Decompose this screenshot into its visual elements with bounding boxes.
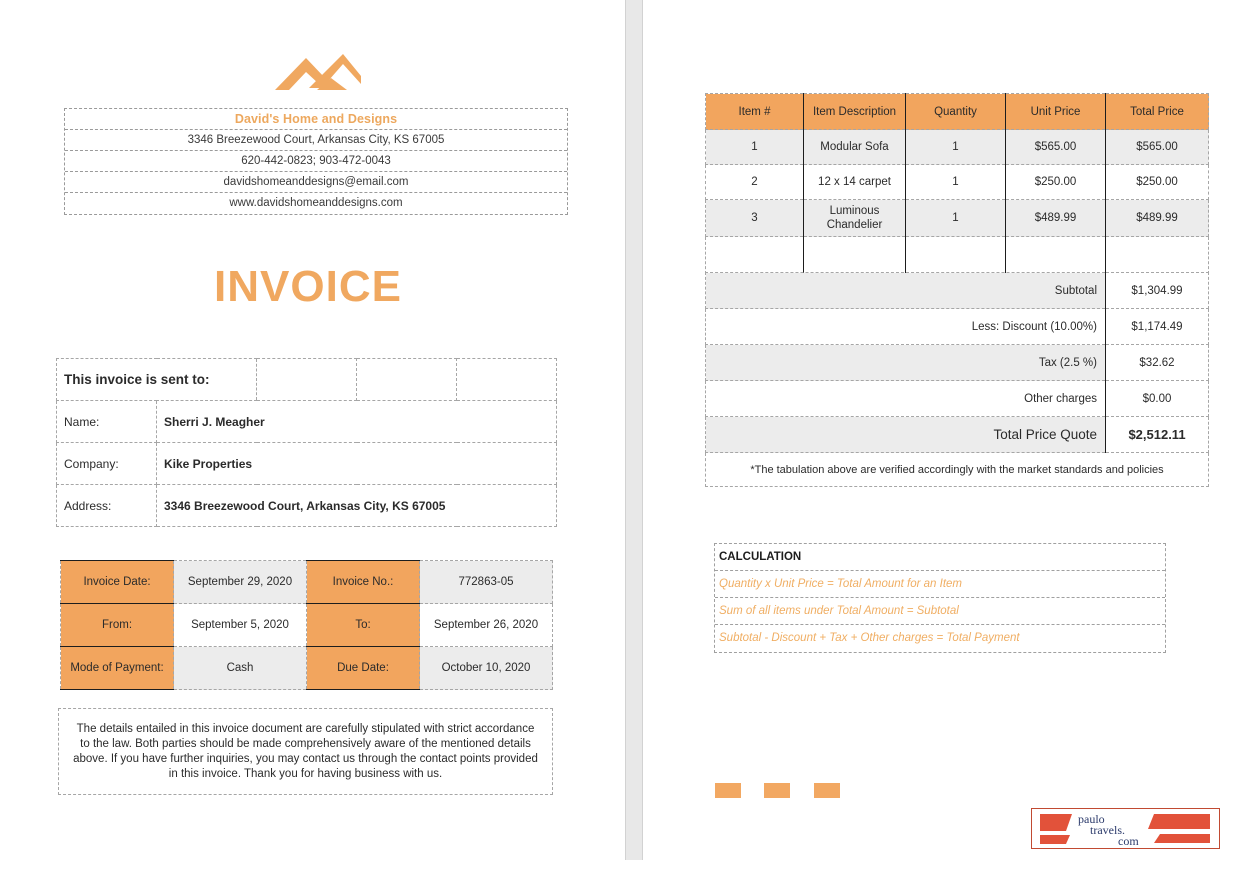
period-to-label: To:: [307, 604, 420, 647]
column-header-quantity: Quantity: [906, 94, 1006, 130]
svg-text:com: com: [1118, 834, 1139, 848]
item-unit-price: $565.00: [1006, 130, 1106, 165]
discount-value: $1,174.49: [1106, 309, 1209, 345]
terms-paragraph: The details entailed in this invoice document are carefully stipulated with strict accordance to the law. Both parties should be made comprehensively aware of the mentioned details above. If you have further inquiries, you may contact us through the contact points provided in this invoice. Thank you for having business with us.: [58, 708, 553, 795]
company-phone: 620-442-0823; 903-472-0043: [65, 151, 567, 172]
color-swatch-1: [715, 783, 741, 798]
item-total-price: $250.00: [1106, 165, 1209, 200]
line-items-table: [705, 93, 1209, 275]
table-row: [706, 453, 1209, 487]
subtotal-label: Subtotal: [706, 273, 1106, 309]
period-from-label: From:: [61, 604, 174, 647]
column-header-unit-price: Unit Price: [1006, 94, 1106, 130]
totals-footnote: *The tabulation above are verified accordingly with the market standards and policies: [706, 453, 1209, 487]
subtotal-value: $1,304.99: [1106, 273, 1209, 309]
calculation-formula-1: Quantity x Unit Price = Total Amount for an Item: [715, 571, 1165, 598]
calculation-formula-3: Subtotal - Discount + Tax + Other charges = Total Payment: [719, 632, 1020, 644]
due-date-value: October 10, 2020: [420, 647, 553, 690]
payment-mode-value: Cash: [174, 647, 307, 690]
company-email: davidshomeanddesigns@email.com: [65, 172, 567, 193]
other-charges-label: Other charges: [706, 381, 1106, 417]
table-row: [57, 443, 557, 485]
table-row: [57, 359, 557, 401]
column-header-description: Item Description: [804, 94, 906, 130]
column-header-total-price: Total Price: [1106, 94, 1209, 130]
table-row: [706, 273, 1209, 309]
paulo-travels-watermark-logo: [1031, 808, 1220, 849]
invoice-no-value: 772863-05: [420, 561, 553, 604]
item-quantity: 1: [906, 165, 1006, 200]
company-name: David's Home and Designs: [65, 109, 567, 130]
table-row: [61, 647, 553, 690]
calculation-formula-2: Sum of all items under Total Amount = Subtotal: [715, 598, 1165, 625]
total-price-quote-value: $2,512.11: [1106, 417, 1209, 453]
period-from-value: September 5, 2020: [174, 604, 307, 647]
recipient-table: [56, 358, 557, 527]
svg-text:paulo: paulo: [1078, 812, 1105, 826]
item-unit-price: $250.00: [1006, 165, 1106, 200]
invoice-details-table: [60, 560, 553, 690]
item-total-price: $489.99: [1106, 200, 1209, 237]
table-row: [57, 485, 557, 527]
table-row: [61, 561, 553, 604]
item-total-price-empty: [1106, 237, 1209, 275]
tax-label: Tax (2.5 %): [706, 345, 1106, 381]
invoice-page-left: [0, 0, 625, 869]
total-price-quote-label: Total Price Quote: [706, 417, 1106, 453]
period-to-value: September 26, 2020: [420, 604, 553, 647]
table-row: [706, 130, 1209, 165]
item-no: 1: [706, 130, 804, 165]
table-row-empty: [706, 237, 1209, 275]
recipient-blank-cell-2: [357, 359, 457, 401]
column-header-item-no: Item #: [706, 94, 804, 130]
item-description: Luminous Chandelier: [804, 200, 906, 237]
table-row: [61, 604, 553, 647]
recipient-company-value: Kike Properties: [157, 443, 557, 485]
table-header-row: [706, 94, 1209, 130]
invoice-date-label: Invoice Date:: [61, 561, 174, 604]
table-row: [706, 381, 1209, 417]
recipient-company-label: Company:: [57, 443, 157, 485]
mountain-logo-icon: [273, 50, 365, 94]
discount-label: Less: Discount (10.00%): [706, 309, 1106, 345]
recipient-blank-cell-3: [457, 359, 557, 401]
company-contact-block: [64, 108, 568, 215]
recipient-name-label: Name:: [57, 401, 157, 443]
svg-text:travels.: travels.: [1090, 823, 1125, 837]
recipient-heading: This invoice is sent to:: [57, 359, 257, 401]
color-swatch-2: [764, 783, 790, 798]
calculation-box: [714, 543, 1166, 653]
item-quantity: 1: [906, 200, 1006, 237]
tax-value: $32.62: [1106, 345, 1209, 381]
payment-mode-label: Mode of Payment:: [61, 647, 174, 690]
table-row: [706, 417, 1209, 453]
recipient-name-value: Sherri J. Meagher: [157, 401, 557, 443]
table-row: [706, 200, 1209, 237]
item-description: 12 x 14 carpet: [804, 165, 906, 200]
other-charges-value: $0.00: [1106, 381, 1209, 417]
invoice-date-value: September 29, 2020: [174, 561, 307, 604]
item-description: Modular Sofa: [804, 130, 906, 165]
item-no: 3: [706, 200, 804, 237]
item-no: 2: [706, 165, 804, 200]
table-row: [706, 309, 1209, 345]
calculation-heading: CALCULATION: [715, 544, 1165, 571]
recipient-address-label: Address:: [57, 485, 157, 527]
item-unit-price-empty: [1006, 237, 1106, 275]
item-unit-price: $489.99: [1006, 200, 1106, 237]
item-description-empty: [804, 237, 906, 275]
page-title: INVOICE: [214, 262, 402, 311]
totals-table: [705, 272, 1209, 487]
item-no-empty: [706, 237, 804, 275]
page-divider: [625, 0, 643, 860]
table-row: [57, 401, 557, 443]
invoice-no-label: Invoice No.:: [307, 561, 420, 604]
table-row: [706, 165, 1209, 200]
recipient-address-value: 3346 Breezewood Court, Arkansas City, KS 67005: [157, 485, 557, 527]
item-quantity: 1: [906, 130, 1006, 165]
due-date-label: Due Date:: [307, 647, 420, 690]
company-website: www.davidshomeanddesigns.com: [229, 197, 403, 209]
recipient-blank-cell-1: [257, 359, 357, 401]
item-quantity-empty: [906, 237, 1006, 275]
company-address: 3346 Breezewood Court, Arkansas City, KS 67005: [65, 130, 567, 151]
color-swatch-3: [814, 783, 840, 798]
table-row: [706, 345, 1209, 381]
item-total-price: $565.00: [1106, 130, 1209, 165]
